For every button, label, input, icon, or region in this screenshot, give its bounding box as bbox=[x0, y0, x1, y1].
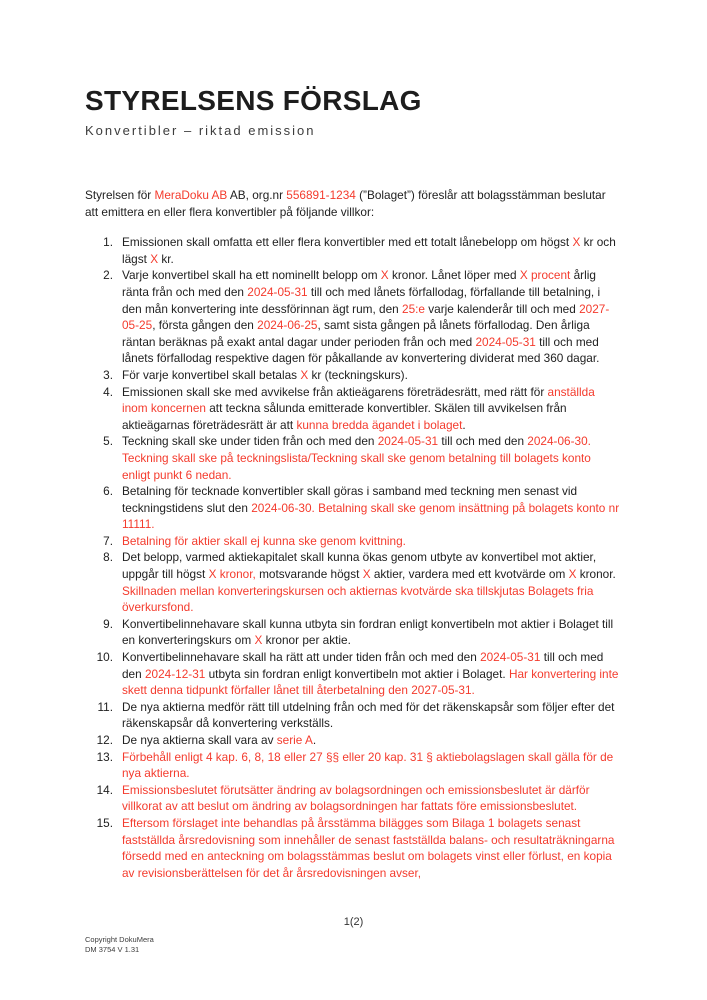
variable-text: X bbox=[362, 567, 371, 582]
static-text: De nya aktierna medför rätt till utdelning från och med för det räkenskapsår som följer efter det räkenskapsår då konvertering verkställs. bbox=[122, 699, 615, 731]
variable-text: 2027-05-25 bbox=[122, 301, 610, 333]
variable-text: X bbox=[572, 235, 581, 250]
static-text: . bbox=[312, 733, 317, 747]
static-text: till och med den bbox=[122, 650, 604, 681]
variable-text: 2024-06-25 bbox=[257, 318, 318, 333]
static-text: till och med lånets förfallodag respektive dagen för påkallande av konvertering dividerat med 360 dagar. bbox=[122, 334, 600, 366]
static-text: De nya aktierna skall vara av bbox=[122, 733, 277, 747]
list-item-number: 8. bbox=[103, 550, 113, 565]
variable-text: Emissionsbeslutet förutsätter ändring av bolagsordningen och emissionsbeslutet är därför villkorat av att beslut om ändring av bolagsordningen har fattats före emissionsbeslutet. bbox=[122, 782, 590, 814]
static-text: Konvertibelinnehavare skall ha rätt att under tiden från och med den bbox=[122, 650, 481, 665]
document-title: STYRELSENS FÖRSLAG bbox=[85, 85, 422, 116]
static-text: motsvarande högst bbox=[255, 567, 363, 582]
static-text: kr och lägst bbox=[122, 235, 616, 266]
list-item-number: 13. bbox=[96, 749, 113, 764]
list-item-text bbox=[122, 433, 622, 483]
variable-text: Betalning för aktier skall ej kunna ske genom kvittning. bbox=[122, 533, 406, 548]
variable-text: X bbox=[380, 268, 389, 283]
list-item-number: 12. bbox=[96, 733, 113, 747]
list-item-number: 7. bbox=[103, 533, 113, 548]
list-item-text bbox=[122, 699, 622, 732]
variable-text: serie A bbox=[276, 733, 313, 747]
variable-text: 2024-06-30. bbox=[527, 434, 591, 449]
list-item bbox=[85, 533, 622, 550]
variable-text: anställda inom koncernen bbox=[122, 384, 595, 416]
static-text: Varje konvertibel skall ha ett nominellt belopp om bbox=[122, 268, 381, 283]
footer-copyright bbox=[85, 935, 154, 955]
static-text: kr. bbox=[158, 251, 174, 266]
variable-text: Skillnaden mellan konverteringskursen och aktiernas kvotvärde ska tillskjutas Bolagets fria överkursfond. bbox=[122, 583, 594, 615]
variable-text: Eftersom förslaget inte behandlas på årsstämma bilägges som Bilaga 1 bolagets senast fastställda årsredovisning som innehåller de senast fastställda balans- och resultaträkningarna försedd med en anteckning om bolagsstämmas beslut om bolagets vinst eller förlust, en kopia av revisionsberättelsen för det år årsredovisningen avser, bbox=[122, 815, 615, 880]
variable-text: 2024-05-31 bbox=[480, 650, 541, 665]
list-item-text bbox=[122, 549, 622, 615]
static-text: . bbox=[462, 417, 466, 432]
variable-text: Förbehåll enligt 4 kap. 6, 8, 18 eller 27 §§ eller 20 kap. 31 § aktiebolagslagen skall gälla för de nya aktierna. bbox=[122, 749, 614, 781]
variable-text: 2024-12-31 bbox=[144, 666, 206, 681]
list-item bbox=[85, 367, 622, 384]
variable-text: 2024-05-31 bbox=[377, 434, 439, 449]
variable-text: X bbox=[300, 367, 309, 382]
static-text: Det belopp, varmed aktiekapitalet skall kunna ökas genom utbyte av konvertibel mot aktier, uppgår till högst bbox=[122, 550, 597, 582]
static-text: kronor. Lånet löper med bbox=[388, 268, 520, 283]
static-text: kr (teckningskurs). bbox=[308, 367, 408, 382]
list-item bbox=[85, 749, 622, 782]
list-item-number: 5. bbox=[103, 434, 113, 449]
static-text: , samt sista gången på lånets förfallodag. Den årliga räntan beräknas på exakt antal dagar under perioden från och med bbox=[122, 318, 590, 349]
variable-text: 2024-05-31 bbox=[475, 334, 536, 349]
static-text: Emissionen skall omfatta ett eller flera konvertibler med ett totalt lånebelopp om högst bbox=[122, 235, 573, 250]
list-item bbox=[85, 549, 622, 615]
list-item-number: 4. bbox=[103, 384, 113, 399]
list-item-number: 11. bbox=[97, 699, 113, 714]
list-item-number: 1. bbox=[103, 235, 113, 250]
list-item-text bbox=[122, 782, 622, 815]
list-item bbox=[85, 782, 622, 815]
static-text: att teckna sålunda emitterade konvertibler. Skälen till avvikelsen från aktieägarnas företrädesrätt är att bbox=[122, 401, 567, 432]
list-item-text bbox=[122, 267, 622, 367]
static-text: Emissionen skall ske med avvikelse från aktieägarens företrädesrätt, med rätt för bbox=[122, 384, 548, 399]
list-item bbox=[85, 433, 622, 483]
variable-text: X bbox=[568, 567, 577, 582]
list-item-number: 10. bbox=[96, 650, 113, 665]
list-item-text bbox=[122, 649, 622, 699]
variable-text: Teckning skall ske på teckningslista/Teckning skall ske genom betalning till bolagets konto enligt punkt 6 nedan. bbox=[122, 450, 591, 482]
variable-text: 556891-1234 bbox=[286, 188, 356, 202]
variable-text: 2024-06-30. bbox=[251, 500, 315, 515]
static-text: Styrelsen för bbox=[85, 188, 155, 202]
variable-text: Betalning skall ske genom insättning på bolagets konto nr 11111. bbox=[122, 500, 620, 532]
static-text: Teckning skall ske under tiden från och med den bbox=[122, 434, 378, 449]
static-text: AB, org.nr bbox=[227, 188, 287, 202]
page-number: 1(2) bbox=[343, 916, 364, 928]
list-item bbox=[85, 616, 622, 649]
static-text: (”Bolaget”) föreslår att bolagsstämman beslutar att emittera en eller flera konvertibler på följande villkor: bbox=[85, 188, 606, 219]
static-text: kronor. bbox=[576, 567, 616, 582]
static-text: varje kalenderår till och med bbox=[424, 301, 580, 316]
list-item-number: 14. bbox=[96, 782, 113, 797]
document-id: DM 3754 V 1.31 bbox=[85, 945, 140, 954]
variable-text: 25:e bbox=[402, 301, 425, 316]
list-item bbox=[85, 267, 622, 367]
static-text: till och med den bbox=[438, 434, 528, 449]
list-item-text bbox=[122, 749, 622, 782]
list-item-text bbox=[122, 384, 622, 434]
static-text: årlig ränta från och med den bbox=[122, 268, 596, 299]
list-item bbox=[85, 649, 622, 699]
list-item bbox=[85, 699, 622, 732]
list-item bbox=[85, 483, 622, 533]
intro-paragraph bbox=[85, 187, 622, 220]
static-text: Betalning för tecknade konvertibler skall göras i samband med teckning men senast vid teckningstidens slut den bbox=[122, 484, 578, 515]
list-item-number: 2. bbox=[103, 268, 113, 283]
static-text: , första gången den bbox=[152, 318, 258, 333]
static-text: till och med lånets förfallodag, förfallande till betalning, i den mån konvertering inte dessförinnan ägt rum, den bbox=[122, 284, 601, 316]
variable-text: X kronor, bbox=[208, 567, 256, 582]
list-item-text bbox=[122, 815, 622, 881]
list-item-text bbox=[122, 234, 622, 267]
list-item bbox=[85, 732, 622, 749]
list-item-text bbox=[122, 732, 622, 749]
list-item-text bbox=[122, 483, 622, 533]
list-item bbox=[85, 815, 622, 881]
list-item-text bbox=[122, 367, 622, 384]
variable-text: X bbox=[254, 633, 263, 648]
variable-text: MeraDoku AB bbox=[154, 188, 228, 202]
variable-text: kunna bredda ägandet i bolaget bbox=[296, 417, 463, 432]
document-subtitle: Konvertibler – riktad emission bbox=[85, 123, 316, 138]
static-text: För varje konvertibel skall betalas bbox=[122, 367, 301, 382]
terms-list bbox=[85, 234, 622, 881]
list-item-number: 6. bbox=[103, 484, 113, 499]
static-text: Konvertibelinnehavare skall kunna utbyta sin fordran enligt konvertibeln mot aktier i Bolaget till en konverteringskurs om bbox=[122, 616, 614, 648]
list-item-number: 15. bbox=[96, 815, 113, 830]
static-text: aktier, vardera med ett kvotvärde om bbox=[370, 567, 569, 582]
static-text: kronor per aktie. bbox=[262, 633, 351, 648]
list-item bbox=[85, 234, 622, 267]
static-text: utbyta sin fordran enligt konvertibeln mot aktier i Bolaget. bbox=[205, 666, 509, 681]
variable-text: X procent bbox=[519, 268, 571, 283]
list-item bbox=[85, 384, 622, 434]
list-item-text bbox=[122, 616, 622, 649]
variable-text: Har konvertering inte skett denna tidpunkt förfaller lånet till återbetalning den 2027-05-31. bbox=[122, 666, 619, 698]
list-item-number: 9. bbox=[103, 616, 113, 631]
list-item-number: 3. bbox=[103, 367, 113, 382]
copyright-text: Copyright DokuMera bbox=[85, 935, 154, 944]
list-item-text bbox=[122, 533, 622, 550]
variable-text: 2024-05-31 bbox=[247, 284, 308, 299]
variable-text: X bbox=[150, 251, 159, 266]
